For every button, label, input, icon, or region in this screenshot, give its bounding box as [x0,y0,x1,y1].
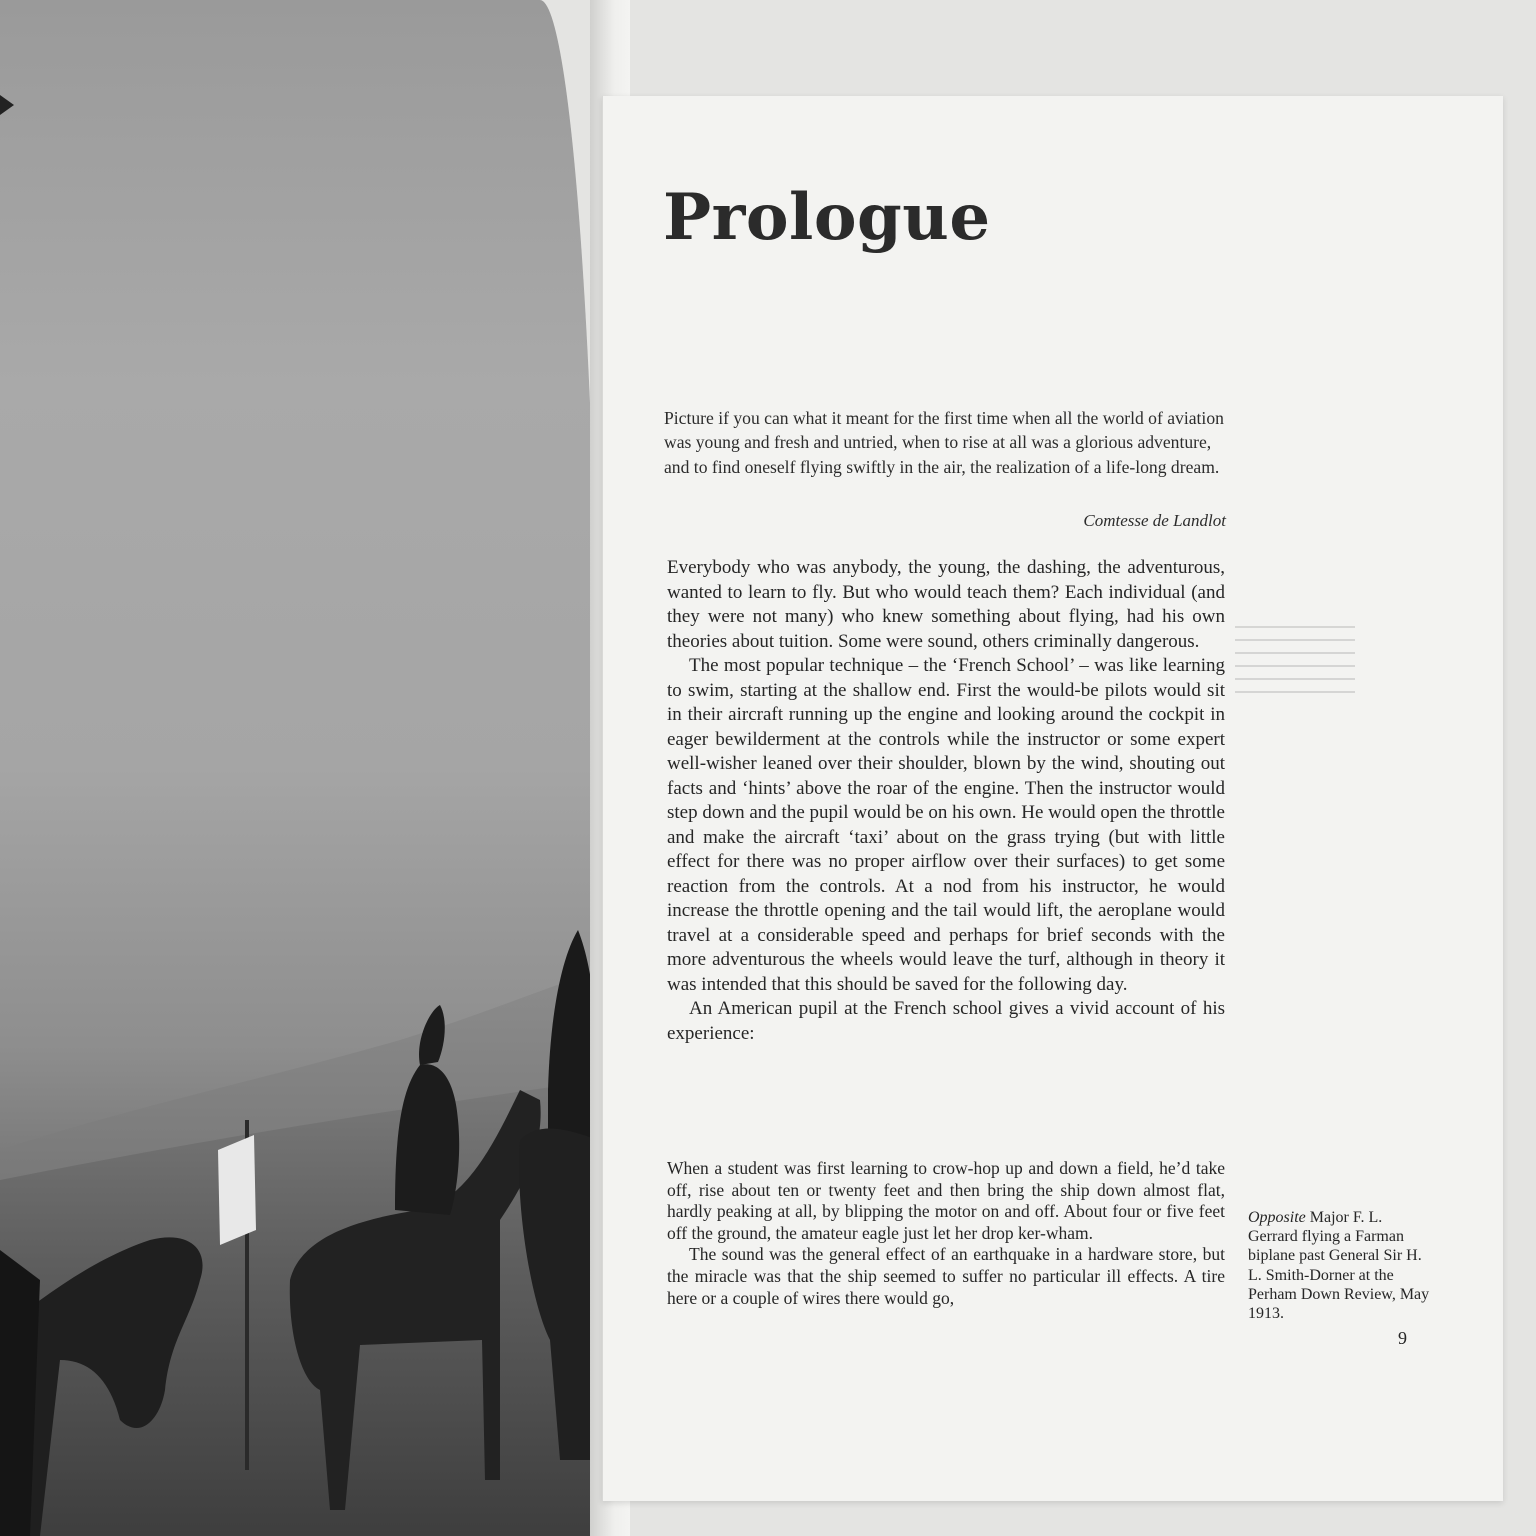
epigraph-attribution: Comtesse de Landlot [1083,511,1226,530]
epigraph-text: Picture if you can what it meant for the first time when all the world of aviation was young and fresh and untried, when to rise at all was a glorious adventure, and to find oneself flying swiftly in the air, the realization of a life-long dream. [664,408,1224,477]
photo-scene [0,0,598,1536]
quote-paragraph: The sound was the general effect of an earthquake in a hardware store, but the miracle was that the ship seemed to suffer no particular ill effects. A tire here or a couple of wires there would go, [667,1244,1225,1308]
corner-mark [0,95,14,115]
right-page [602,96,1503,1501]
body-paragraph: The most popular technique – the ‘French School’ – was like learning to swim, starting at the shallow end. First the would-be pilots would sit in their aircraft running up the engine and looking around the cockpit in eager bewilderment at the controls while the instructor or some expert well-wisher leaned over their shoulder, blown by the wind, shouting out facts and ‘hints’ above the roar of the engine. Then the instructor would step down and the pupil would be on his own. He would open the throttle and make the aircraft ‘taxi’ about on the grass trying (but with little effect for there was no proper airflow over their surfaces) to get some reaction from the controls. At a nod from his instructor, he would increase the throttle opening and the tail would lift, the aeroplane would travel at a considerable speed and perhaps for brief seconds with the more adventurous the wheels would leave the turf, although in theory it was intended that this should be saved for the following day. [667,655,1225,995]
quote-block [667,1158,1225,1309]
caption-text: Major F. L. Gerrard flying a Farman biplane past General Sir H. L. Smith-Dorner at the Perham Down Review, May 1913. [1248,1209,1430,1323]
bleed-through-text [1235,626,1355,726]
body-text [667,556,1225,1046]
body-paragraph: Everybody who was anybody, the young, the dashing, the adventurous, wanted to learn to fly. But who would teach them? Each individual (and they were not many) who knew something about flying, had his own theories about tuition. Some were sound, others criminally dangerous. [667,557,1225,652]
caption-lead: Opposite [1248,1209,1306,1226]
quote-paragraph: When a student was first learning to crow-hop up and down a field, he’d take off, rise about ten or twenty feet and then bring the ship down almost flat, hardly peaking at all, by blipping the motor on and off. About four or five feet off the ground, the amateur eagle just let her drop ker-wham. [667,1158,1225,1243]
cavalry-photograph [0,0,598,1536]
left-page [0,0,600,1536]
flag [218,1135,256,1245]
page-title: Prologue [663,180,991,255]
photo-caption [1248,1208,1433,1323]
body-paragraph: An American pupil at the French school gives a vivid account of his experience: [667,998,1225,1044]
page-number: 9 [1398,1328,1407,1348]
